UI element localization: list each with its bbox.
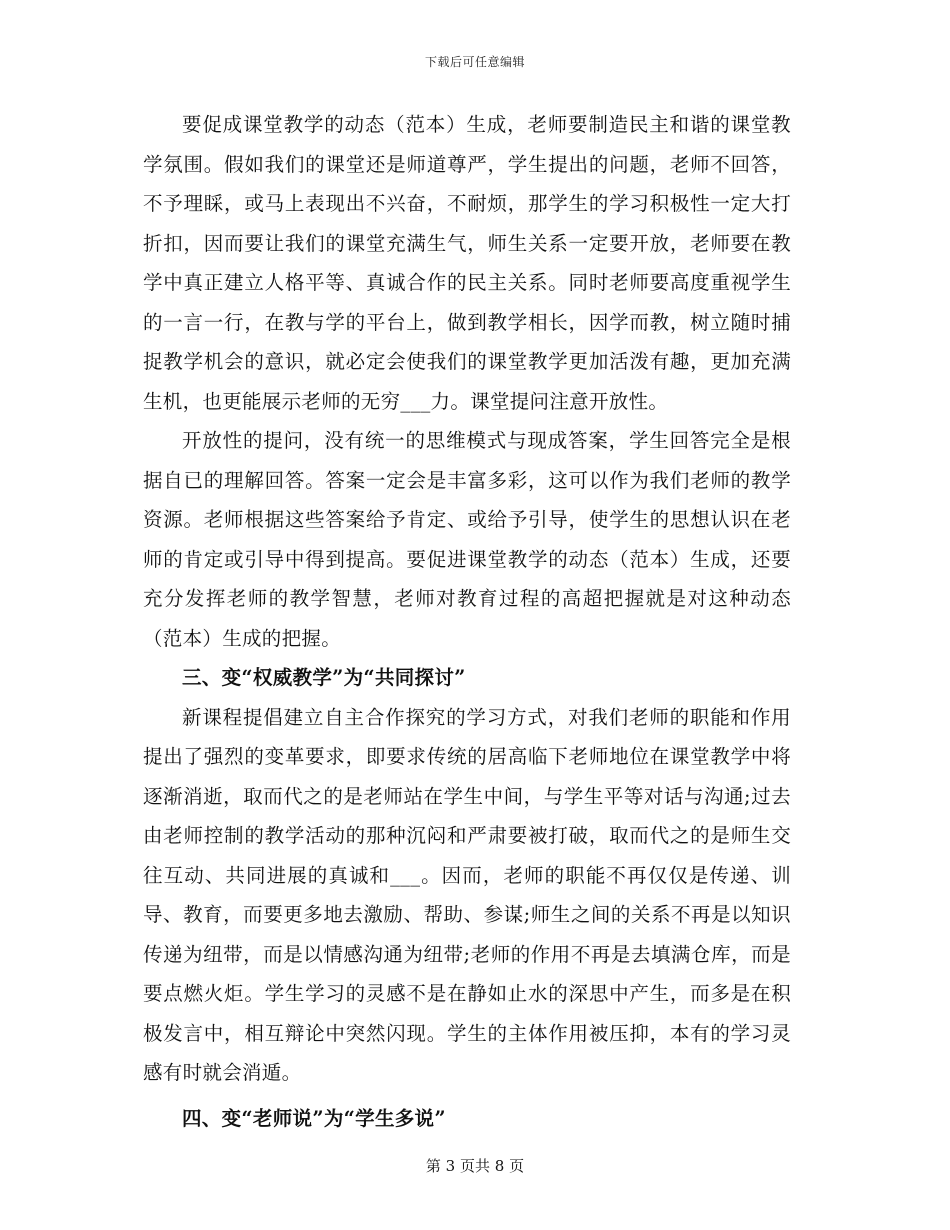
section-heading-4: 四、变“老师说”为“学生多说” — [182, 1106, 446, 1130]
page-header: 下载后可任意编辑 — [424, 55, 525, 69]
page-footer: 第 3 页共 8 页 — [425, 1157, 525, 1175]
section-heading-3: 三、变“权威教学”为“共同探讨” — [182, 666, 466, 689]
paragraph-3: 新课程提倡建立自主合作探究的学习方式，对我们老师的职能和作用提出了强烈的变革要求，即要求传统的居高临下老师地位在课堂教学中将逐渐消逝，取而代之的是老师站在学生中间，与学生平等对话与沟通;过去由老师控制的教学活动的那种沉闷和严肃要被打破，取而代之的是师生交往互动、共同进展的真诚和___。因而，老师的职能不再仅仅是传递、训导、教育，而要更多地去激励、帮助、参谋;师生之间的关系不再是以知识传递为纽带，而是以情感沟通为纽带;老师的作用不再是去填满仓库，而是要点燃火炬。学生学习的灵感不是在静如止水的深思中产生，而多是在积极发言中，相互辩论中突然闪现。学生的主体作用被压抑，本有的学习灵感有时就会消遁。 — [143, 705, 791, 1084]
paragraph-1: 要促成课堂教学的动态（范本）生成，老师要制造民主和谐的课堂教学氛围。假如我们的课堂还是师道尊严，学生提出的问题，老师不回答，不予理睬，或马上表现出不兴奋，不耐烦，那学生的学习积极性一定大打折扣，因而要让我们的课堂充满生气，师生关系一定要开放，老师要在教学中真正建立人格平等、真诚合作的民主关系。同时老师要高度重视学生的一言一行，在教与学的平台上，做到教学相长，因学而教，树立随时捕捉教学机会的意识，就必定会使我们的课堂教学更加活泼有趣，更加充满生机，也更能展示老师的无穷___力。课堂提问注意开放性。 — [143, 113, 791, 413]
document-body — [143, 105, 791, 1138]
paragraph-2: 开放性的提问，没有统一的思维模式与现成答案，学生回答完全是根据自已的理解回答。答案一定会是丰富多彩，这可以作为我们老师的教学资源。老师根据这些答案给予肯定、或给予引导，使学生的思想认识在老师的肯定或引导中得到提高。要促进课堂教学的动态（范本）生成，还要充分发挥老师的教学智慧，老师对教育过程的高超把握就是对这种动态（范本）生成的把握。 — [143, 429, 791, 650]
